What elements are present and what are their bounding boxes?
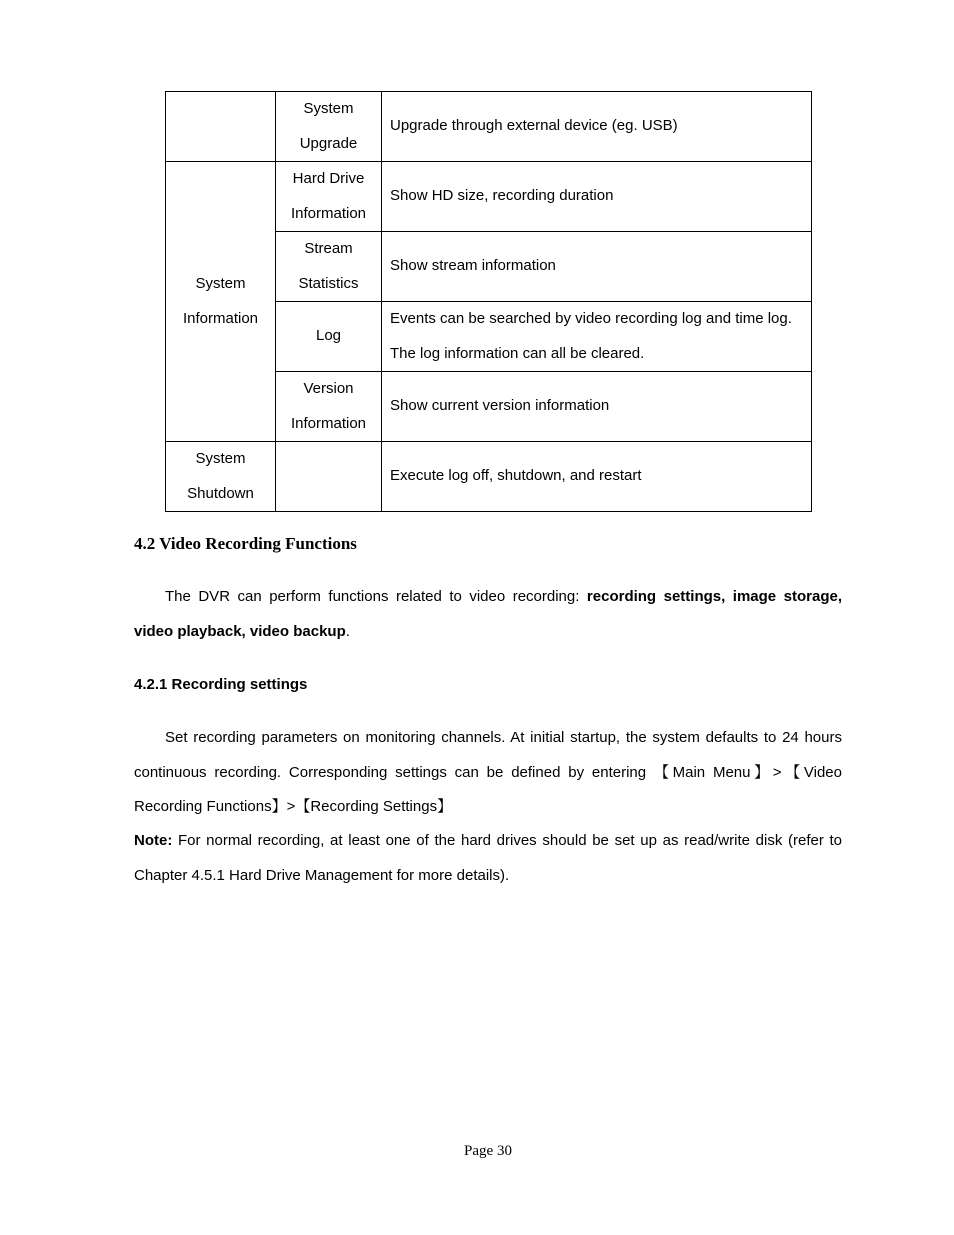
description-text: Upgrade through external device (eg. USB) [390, 117, 678, 135]
intro-end: . [345, 622, 350, 640]
description-text: Events can be searched by video recording log and time log. [390, 310, 792, 327]
description-text: Execute log off, shutdown, and restart [390, 467, 642, 485]
item-cell [276, 442, 382, 512]
item-label: Information [290, 414, 367, 432]
description-text: Show stream information [390, 257, 556, 275]
category-label: Shutdown [187, 484, 254, 502]
category-label: System [195, 450, 246, 467]
category-label: System [195, 275, 246, 292]
item-label: System [303, 100, 354, 117]
item-cell [276, 302, 382, 372]
item-cell [276, 162, 382, 232]
category-label: Information [182, 309, 259, 327]
item-cell [276, 372, 382, 442]
description-text: Show current version information [390, 397, 610, 415]
item-label: Version [303, 380, 354, 397]
intro-bold-text: recording settings, image storage, video playback, video backup [134, 588, 842, 640]
description-cell [382, 92, 812, 162]
page-number: Page 30 [464, 1143, 512, 1159]
description-cell [382, 442, 812, 512]
note-label: Note: [134, 832, 173, 849]
item-label: Log [315, 327, 342, 345]
section-heading: 4.2 Video Recording Functions [134, 534, 357, 553]
category-cell [166, 442, 276, 512]
table-row [166, 442, 812, 512]
item-label: Stream [304, 240, 353, 257]
settings-paragraph: Set recording parameters on monitoring channels. At initial startup, the system defaults to 24 hours continuous recording. Corresponding settings can be defined by entering 【Main Menu】>【Video Recording Functions】>【Recording Settings】 [134, 729, 842, 815]
intro-text: The DVR can perform functions related to video recording: [165, 588, 587, 605]
intro-paragraph [134, 580, 842, 649]
description-cell [382, 162, 812, 232]
description-text: The log information can all be cleared. [390, 344, 645, 362]
category-cell [166, 162, 276, 442]
item-cell [276, 92, 382, 162]
functions-table [165, 91, 812, 512]
table-row [166, 92, 812, 162]
item-label: Statistics [298, 274, 359, 292]
item-label: Upgrade [299, 134, 358, 152]
item-label: Information [290, 204, 367, 222]
description-cell [382, 232, 812, 302]
note-paragraph [134, 824, 842, 893]
table-row [166, 162, 812, 232]
description-cell [382, 372, 812, 442]
note-text: For normal recording, at least one of the hard drives should be set up as read/write disk (refer to Chapter 4.5.1 Hard Drive Management for more details). [134, 832, 842, 884]
item-label: Hard Drive [292, 170, 365, 187]
category-cell [166, 92, 276, 162]
item-cell [276, 232, 382, 302]
description-text: Show HD size, recording duration [390, 187, 614, 205]
subsection-heading: 4.2.1 Recording settings [134, 676, 308, 693]
description-cell [382, 302, 812, 372]
